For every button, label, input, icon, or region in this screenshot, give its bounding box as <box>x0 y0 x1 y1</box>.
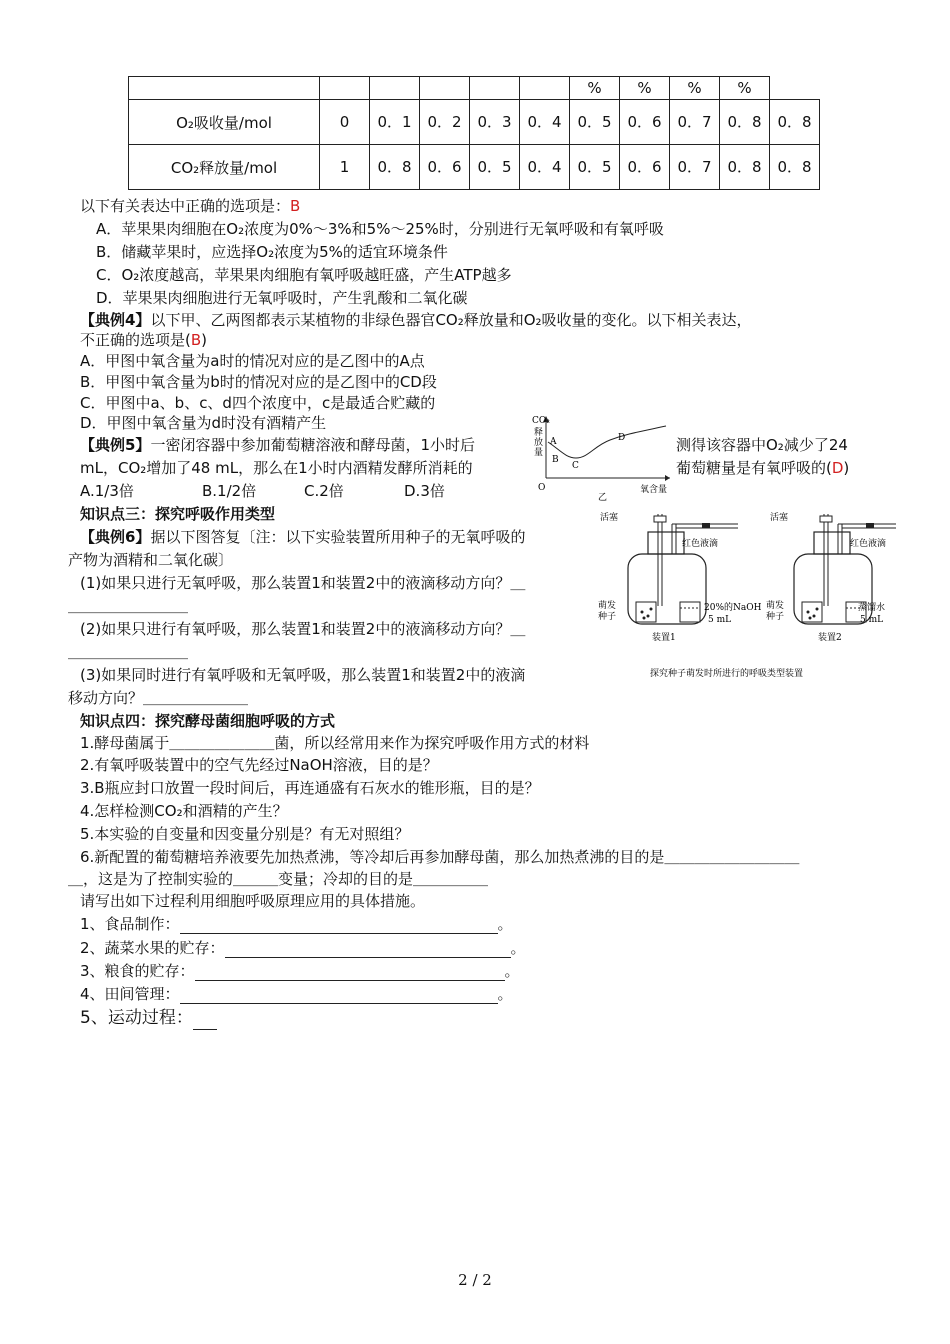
table-cell: % <box>570 77 620 100</box>
seed-label: 种子 <box>766 612 785 622</box>
question-2-blank: ＿＿＿＿＿＿＿＿ <box>68 643 189 661</box>
ex5-option-d: D.3倍 <box>404 482 445 500</box>
table-cell: 0．6 <box>620 145 670 190</box>
seed-dot <box>643 617 646 620</box>
y-label: 放 <box>534 438 544 448</box>
option-d: D．甲图中氧含量为d时没有酒精产生 <box>80 414 327 432</box>
volume-label: 5 mL <box>860 615 884 625</box>
figure-caption: 乙 <box>598 493 608 502</box>
answer-blank[interactable] <box>225 941 511 958</box>
k4-item-2: 2.有氧呼吸装置中的空气先经过NaOH溶液，目的是？ <box>80 756 438 774</box>
seed-label: 萌发 <box>598 601 617 611</box>
table-cell: 0．2 <box>420 100 470 145</box>
app-item-4: 4、田间管理： 。 <box>80 985 513 1003</box>
drop-label: 红色液滴 <box>850 539 887 549</box>
ex6-stem-cont: 产物为酒精和二氧化碳〕 <box>68 551 234 569</box>
solution-cup <box>680 602 700 622</box>
option-c: C．甲图中a、b、c、d四个浓度中，c是最适合贮藏的 <box>80 394 436 412</box>
point-label: D <box>618 433 626 443</box>
table-cell <box>420 77 470 100</box>
valve-label: 活塞 <box>770 513 789 523</box>
table-cell: 0．8 <box>720 100 770 145</box>
question-1-blank: ＿＿＿＿＿＿＿＿ <box>68 597 189 615</box>
flask <box>794 554 872 624</box>
answer-mark: B <box>290 197 301 215</box>
app-item-3: 3、粮食的贮存： 。 <box>80 962 520 980</box>
section-title: 知识点四：探究酵母菌细胞呼吸的方式 <box>80 712 336 730</box>
drop-label: 红色液滴 <box>682 539 719 549</box>
figure-caption: 探究种子萌发时所进行的呼吸类型装置 <box>650 669 804 679</box>
y-label: 量 <box>534 448 544 458</box>
x-label: 氧含量 <box>640 485 668 495</box>
ex5-stem2-right: 葡萄糖量是有氧呼吸的(D) <box>676 459 850 477</box>
table-cell: 0．7 <box>670 100 720 145</box>
question-3: (3)如果同时进行有氧呼吸和无氧呼吸，那么装置1和装置2中的液滴 <box>80 666 526 684</box>
y-label: 释 <box>534 428 544 438</box>
k4-item-3: 3.B瓶应封口放置一段时间后，再连通盛有石灰水的锥形瓶，目的是？ <box>80 779 540 797</box>
curve-line <box>548 426 666 458</box>
y-label: CO₂ <box>532 416 550 426</box>
table-cell: 0．4 <box>520 100 570 145</box>
ex5-option-a: A.1/3倍 <box>80 482 134 500</box>
seed-dot <box>816 608 819 611</box>
ex5-option-b: B.1/2倍 <box>202 482 257 500</box>
answer-blank[interactable] <box>180 917 498 934</box>
table-cell: % <box>670 77 720 100</box>
app-item-2: 2、蔬菜水果的贮存： 。 <box>80 939 526 957</box>
seed-dot <box>813 615 816 618</box>
stopper <box>648 532 684 554</box>
k4-item-6-cont: ＿，这是为了控制实验的＿＿＿变量；冷却的目的是＿＿＿＿＿ <box>68 870 489 888</box>
answer-mark: B <box>190 331 202 349</box>
valve-icon <box>654 516 666 522</box>
table-cell: 0．8 <box>770 100 820 145</box>
option-d: D．苹果果肉细胞进行无氧呼吸时，产生乳酸和二氧化碳 <box>96 289 468 307</box>
valve-icon <box>820 516 832 522</box>
ex5-stem-right: 测得该容器中O₂减少了24 <box>676 436 848 454</box>
table-row <box>129 77 820 100</box>
ex4-stem: 【典例4】以下甲、乙两图都表示某植物的非绿色器官CO₂释放量和O₂吸收量的变化。以下相关表达， <box>80 311 752 329</box>
point-label: A <box>550 437 557 447</box>
x-axis-arrow-icon <box>665 475 670 481</box>
table-cell <box>520 77 570 100</box>
page-number: 2 / 2 <box>458 1271 492 1289</box>
table-cell: 0．5 <box>570 100 620 145</box>
row-label: O₂吸收量/mol <box>129 100 320 145</box>
k4-item-1: 1.酵母菌属于＿＿＿＿＿＿＿菌，所以经常用来作为探究呼吸作用方式的材料 <box>80 734 590 752</box>
seed-dot <box>650 608 653 611</box>
table-cell: 0．3 <box>470 100 520 145</box>
table-cell: % <box>720 77 770 100</box>
table-cell: 0．5 <box>470 145 520 190</box>
origin-label: O <box>538 483 546 493</box>
seed-cup <box>636 602 656 622</box>
option-a: A．苹果果肉细胞在O₂浓度为0%～3%和5%～25%时，分别进行无氧呼吸和有氧呼吸 <box>96 220 664 238</box>
table-cell: 0．8 <box>720 145 770 190</box>
naoh-label: 20%的NaOH <box>704 603 762 613</box>
table-cell: % <box>620 77 670 100</box>
ex6-stem: 【典例6】据以下图答复〔注：以下实验装置所用种子的无氧呼吸的 <box>80 528 526 546</box>
example-tag: 【典例6】 <box>80 528 151 546</box>
seed-dot <box>647 615 650 618</box>
row-label: CO₂释放量/mol <box>129 145 320 190</box>
table-row <box>129 145 820 190</box>
section-title: 知识点三：探究呼吸作用类型 <box>80 505 276 523</box>
table-cell: 0．8 <box>370 145 420 190</box>
apparatus-figure <box>598 494 898 684</box>
seed-dot <box>807 611 810 614</box>
app-item-1: 1、食品制作： 。 <box>80 915 513 933</box>
option-c: C．O₂浓度越高，苹果果肉细胞有氧呼吸越旺盛，产生ATP越多 <box>96 266 512 284</box>
k4-item-4: 4.怎样检测CO₂和酒精的产生？ <box>80 802 288 820</box>
table-cell: 0．7 <box>670 145 720 190</box>
table-cell <box>470 77 520 100</box>
question-1: (1)如果只进行无氧呼吸，那么装置1和装置2中的液滴移动方向？＿ <box>80 574 526 592</box>
device-label: 装置1 <box>652 633 676 643</box>
volume-label: 5 mL <box>708 615 732 625</box>
apps-intro: 请写出如下过程利用细胞呼吸原理应用的具体措施。 <box>80 892 426 910</box>
point-label: B <box>552 455 559 465</box>
device-1 <box>598 511 762 643</box>
flask <box>628 554 706 624</box>
table-cell: 0．6 <box>420 145 470 190</box>
option-a: A．甲图中氧含量为a时的情况对应的是乙图中的A点 <box>80 352 425 370</box>
table-cell: 0．4 <box>520 145 570 190</box>
question-2: (2)如果只进行有氧呼吸，那么装置1和装置2中的液滴移动方向？＿ <box>80 620 526 638</box>
table-cell: 0．5 <box>570 145 620 190</box>
seed-label: 萌发 <box>766 601 785 611</box>
app-item-5: 5、运动过程： <box>80 1006 217 1030</box>
table-cell <box>320 77 370 100</box>
k4-item-5: 5.本实验的自变量和因变量分别是？有无对照组？ <box>80 825 410 843</box>
table-cell: 0．1 <box>370 100 420 145</box>
example-tag: 【典例5】 <box>80 436 151 454</box>
device-2 <box>766 511 896 643</box>
seed-dot <box>641 611 644 614</box>
seed-cup <box>802 602 822 622</box>
question-3-blank: 移动方向？＿＿＿＿＿＿＿ <box>68 689 249 707</box>
ex4-stem-cont: 不正确的选项是(B) <box>80 331 208 349</box>
option-b: B．储藏苹果时，应选择O₂浓度为5%的适宜环境条件 <box>96 243 448 261</box>
red-drop <box>866 523 874 528</box>
table-row <box>129 100 820 145</box>
option-b: B．甲图中氧含量为b时的情况对应的是乙图中的CD段 <box>80 373 437 391</box>
ex5-option-c: C.2倍 <box>304 482 344 500</box>
table-cell: 0．6 <box>620 100 670 145</box>
table-cell: 0．8 <box>770 145 820 190</box>
stopper <box>814 532 850 554</box>
example-tag: 【典例4】 <box>80 311 151 329</box>
ex5-stem2-left: mL，CO₂增加了48 mL，那么在1小时内酒精发酵所消耗的 <box>80 459 473 477</box>
table-cell: 1 <box>320 145 370 190</box>
q3-stem: 以下有关表达中正确的选项是：B <box>80 197 301 215</box>
k4-item-6: 6.新配置的葡萄糖培养液要先加热煮沸，等冷却后再参加酵母菌，那么加热煮沸的目的是＿＿＿＿＿＿＿＿＿ <box>80 848 800 866</box>
oxygen-co2-table <box>128 76 820 190</box>
respiration-curve-graph <box>528 412 676 502</box>
table-cell <box>370 77 420 100</box>
point-label: C <box>572 461 579 471</box>
seed-dot <box>809 617 812 620</box>
answer-mark: D <box>831 459 844 477</box>
red-drop <box>702 523 710 528</box>
table-cell <box>129 77 320 100</box>
seed-label: 种子 <box>598 612 617 622</box>
ex5-stem-left: 【典例5】一密闭容器中参加葡萄糖溶液和酵母菌，1小时后 <box>80 436 475 454</box>
answer-blank[interactable] <box>193 1011 217 1030</box>
answer-blank[interactable] <box>180 987 498 1004</box>
valve-label: 活塞 <box>600 513 619 523</box>
answer-blank[interactable] <box>195 964 505 981</box>
device-label: 装置2 <box>818 633 842 643</box>
water-label: 蒸馏水 <box>858 603 886 613</box>
table-cell: 0 <box>320 100 370 145</box>
